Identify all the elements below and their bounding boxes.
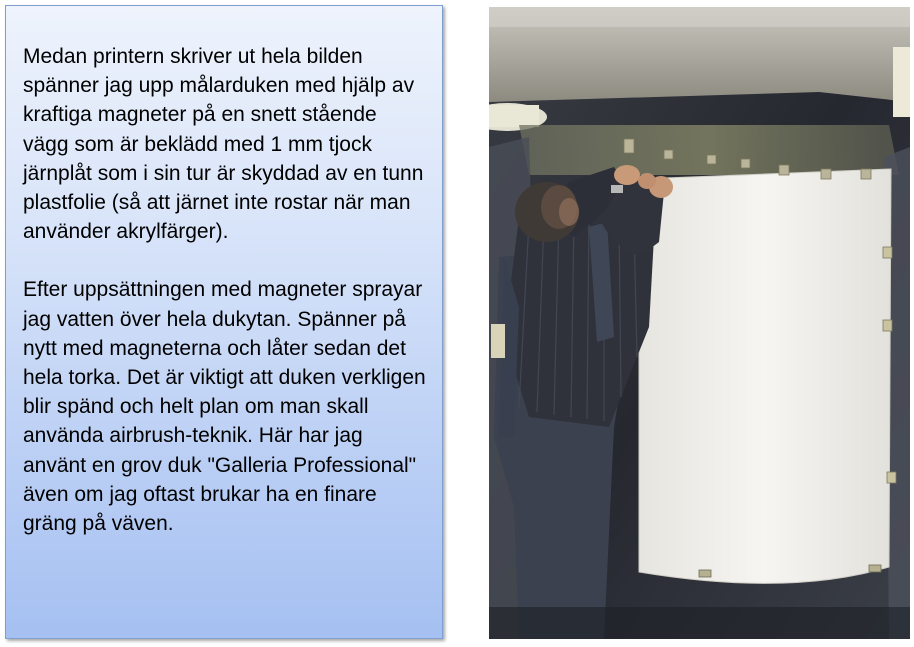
paragraph-2: Efter uppsättningen med magneter sprayar jag vatten över hela dukytan. Spänner på nytt med magneterna och låter sedan det hela torka. Det är viktigt att duken verkligen blir spänd och helt plan om man skall använda airbrush-teknik. Här har jag använt en grov duk "Galleria Professional" även om jag oftast brukar ha en finare gräng på väven.: [23, 278, 426, 536]
canvas-mounting-photo: [489, 7, 910, 639]
paragraph-1: Medan printern skriver ut hela bilden spänner jag upp målarduken med hjälp av kraftiga magneter på en snett stående vägg som är beklädd med 1 mm tjock järnplåt som i sin tur är skyddad av en tunn plastfolie (så att järnet inte rostar när man använder akrylfärger).: [23, 45, 424, 244]
description-text-box: [5, 5, 443, 639]
